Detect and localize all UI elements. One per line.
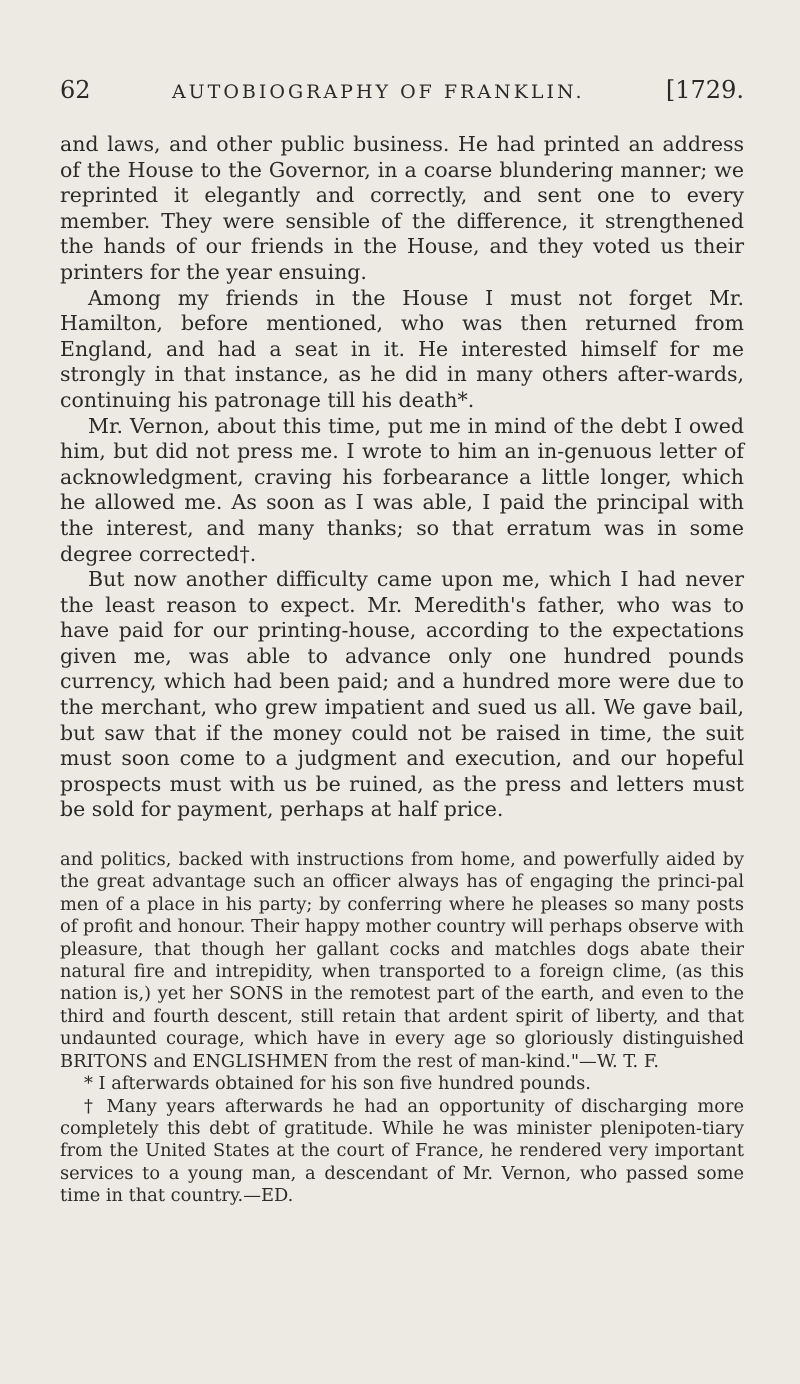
main-text — [60, 132, 744, 823]
footnotes — [60, 849, 744, 1208]
paragraph: Among my friends in the House I must not forget Mr. Hamilton, before mentioned, who was then returned from England, and had a seat in it. He interested himself for me strongly in that instance, as he did in many others after-wards, continuing his patronage till his death*. — [60, 285, 744, 412]
paragraph: and laws, and other public business. He had printed an address of the House to the Governor, in a coarse blundering manner; we reprinted it elegantly and correctly, and sent one to every member. They were sensible of the difference, it strengthened the hands of our friends in the House, and they voted us their printers for the year ensuing. — [60, 132, 744, 284]
running-title: AUTOBIOGRAPHY OF FRANKLIN. — [171, 81, 585, 103]
footnote: † Many years afterwards he had an opportunity of discharging more completely this debt of gratitude. While he was minister plenipoten-tiary from the United States at the court of France, he rendered very important services to a young man, a descendant of Mr. Vernon, who passed some time in that country.—ED. — [60, 1095, 744, 1207]
header-year: [1729. — [665, 76, 744, 104]
footnote: * I afterwards obtained for his son five hundred pounds. — [84, 1073, 591, 1095]
paragraph: Mr. Vernon, about this time, put me in mind of the debt I owed him, but did not press me. I wrote to him an in-genuous letter of acknowledgment, craving his forbearance a little longer, which he allowed me. As soon as I was able, I paid the principal with the interest, and many thanks; so that erratum was in some degree corrected†. — [60, 413, 744, 566]
running-header — [60, 76, 744, 104]
paragraph: But now another difficulty came upon me, which I had never the least reason to expect. Mr. Meredith's father, who was to have paid for our printing-house, according to the expectations given me, was able to advance only one hundred pounds currency, which had been paid; and a hundred more were due to the merchant, who grew impatient and sued us all. We gave bail, but saw that if the money could not be raised in time, the suit must soon come to a judgment and execution, and our hopeful prospects must with us be ruined, as the press and letters must be sold for payment, perhaps at half price. — [60, 567, 744, 822]
page-number: 62 — [60, 76, 91, 104]
footnote-continuation: and politics, backed with instructions from home, and powerfully aided by the great advantage such an officer always has of engaging the princi-pal men of a place in his party; by conferring where he pleases so many posts of profit and honour. Their happy mother country will perhaps observe with pleasure, that though her gallant cocks and matchles dogs abate their natural fire and intrepidity, when transported to a foreign clime, (as this nation is,) yet her SONS in the remotest part of the earth, and even to the third and fourth descent, still retain that ardent spirit of liberty, and that undaunted courage, which have in every age so gloriously distinguished BRITONS and ENGLISHMEN from the rest of man-kind."—W. T. F. — [60, 849, 744, 1072]
